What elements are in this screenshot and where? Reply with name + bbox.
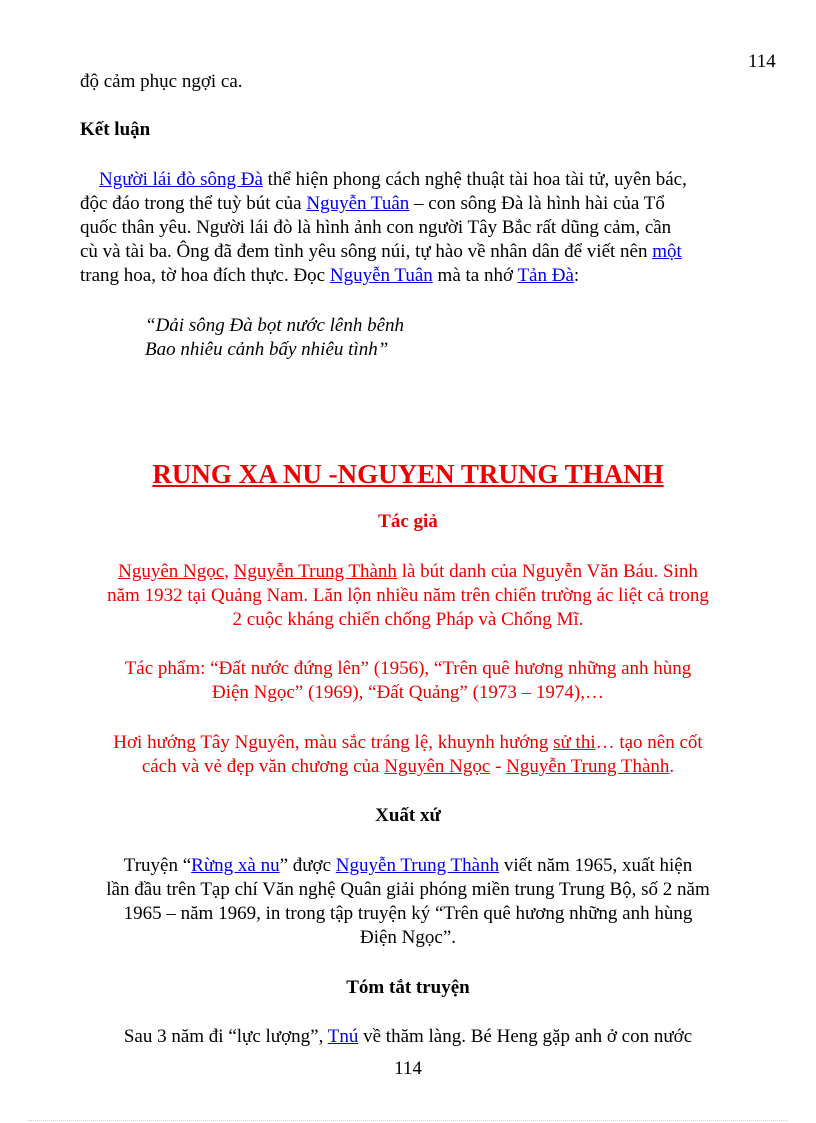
link-nguoi-lai-do-song-da[interactable]: Người lái đò sông Đà (99, 169, 263, 190)
tacgia-p1-line-3: 2 cuộc kháng chiến chống Pháp và Chống Mĩ. (232, 609, 584, 630)
link-nguyen-ngoc[interactable]: Nguyên Ngọc (118, 561, 225, 582)
tacgia-p1-line-1: Nguyên Ngọc, Nguyễn Trung Thành là bút danh của Nguyễn Văn Báu. Sinh (118, 561, 698, 582)
tacgia-p2-line-1: Tác phẩm: “Đất nước đứng lên” (1956), “Trên quê hương những anh hùng (124, 658, 692, 679)
link-mot[interactable]: một (652, 241, 682, 262)
page-bottom-divider (28, 1120, 788, 1121)
tacgia-p3-line-2: cách và vẻ đẹp văn chương của Nguyên Ngọc - Nguyễn Trung Thành. (141, 756, 675, 777)
continuation-line: độ cảm phục ngợi ca. (80, 71, 243, 92)
xuatxu-line-4: Điện Ngọc”. (359, 927, 457, 948)
link-nguyen-tuan[interactable]: Nguyễn Tuân (306, 193, 410, 214)
link-nguyen-trung-thanh-2[interactable]: Nguyễn Trung Thành (506, 756, 670, 777)
xuatxu-line-2: lần đầu trên Tạp chí Văn nghệ Quân giải phóng miền trung Trung Bộ, số 2 năm (106, 879, 710, 900)
tacgia-p1-line-2: năm 1932 tại Quảng Nam. Lăn lộn nhiều năm trên chiến trường ác liệt cả trong (107, 585, 709, 606)
ketluan-line-3: quốc thân yêu. Người lái đò là hình ảnh con người Tây Bắc rất dũng cảm, cần (80, 217, 672, 238)
poem-line-2: Bao nhiêu cảnh bấy nhiêu tình” (145, 339, 389, 360)
tacgia-heading: Tác giả (378, 511, 438, 532)
link-su-thi[interactable]: sử thi (553, 732, 596, 753)
ketluan-heading: Kết luận (80, 119, 151, 140)
link-tan-da[interactable]: Tản Đà (517, 265, 574, 286)
link-tnu[interactable]: Tnú (327, 1026, 359, 1047)
tacgia-p2-line-2: Điện Ngọc” (1969), “Đất Quảng” (1973 – 1974),… (211, 682, 605, 703)
xuatxu-heading: Xuất xứ (375, 805, 441, 826)
xuatxu-line-3: 1965 – năm 1969, in trong tập truyện ký “Trên quê hương những anh hùng (123, 903, 693, 924)
poem-line-1: “Dải sông Đà bọt nước lênh bênh (145, 315, 405, 336)
page-number-top: 114 (748, 51, 776, 72)
tomtat-heading: Tóm tắt truyện (346, 977, 470, 998)
ketluan-line-4: cù và tài ba. Ông đã đem tình yêu sông núi, tự hào về nhân dân để viết nên một (80, 241, 682, 262)
xuatxu-line-1: Truyện “Rừng xà nu” được Nguyễn Trung Thành viết năm 1965, xuất hiện (123, 855, 693, 876)
link-nguyen-tuan-2[interactable]: Nguyễn Tuân (329, 265, 433, 286)
ketluan-line-1: Người lái đò sông Đà thể hiện phong cách nghệ thuật tài hoa tài tử, uyên bác, (99, 169, 687, 190)
tacgia-p3-line-1: Hơi hướng Tây Nguyên, màu sắc tráng lệ, khuynh hướng sử thi… tạo nên cốt (113, 732, 703, 753)
link-nguyen-trung-thanh[interactable]: Nguyễn Trung Thành (233, 561, 397, 582)
tomtat-line-1: Sau 3 năm đi “lực lượng”, Tnú về thăm làng. Bé Heng gặp anh ở con nước (123, 1026, 693, 1047)
section-title: RUNG XA NU -NGUYEN TRUNG THANH (152, 459, 664, 489)
link-nguyen-trung-thanh-3[interactable]: Nguyễn Trung Thành (335, 855, 500, 876)
ketluan-line-2: độc đáo trong thể tuỳ bút của Nguyễn Tuân – con sông Đà là hình hài của Tổ (80, 193, 665, 214)
link-rung-xa-nu[interactable]: Rừng xà nu (191, 855, 280, 876)
page-number-bottom: 114 (394, 1058, 422, 1079)
ketluan-line-5: trang hoa, tờ hoa đích thực. Đọc Nguyễn Tuân mà ta nhớ Tản Đà: (80, 265, 580, 286)
link-nguyen-ngoc-2[interactable]: Nguyên Ngọc (384, 756, 491, 777)
